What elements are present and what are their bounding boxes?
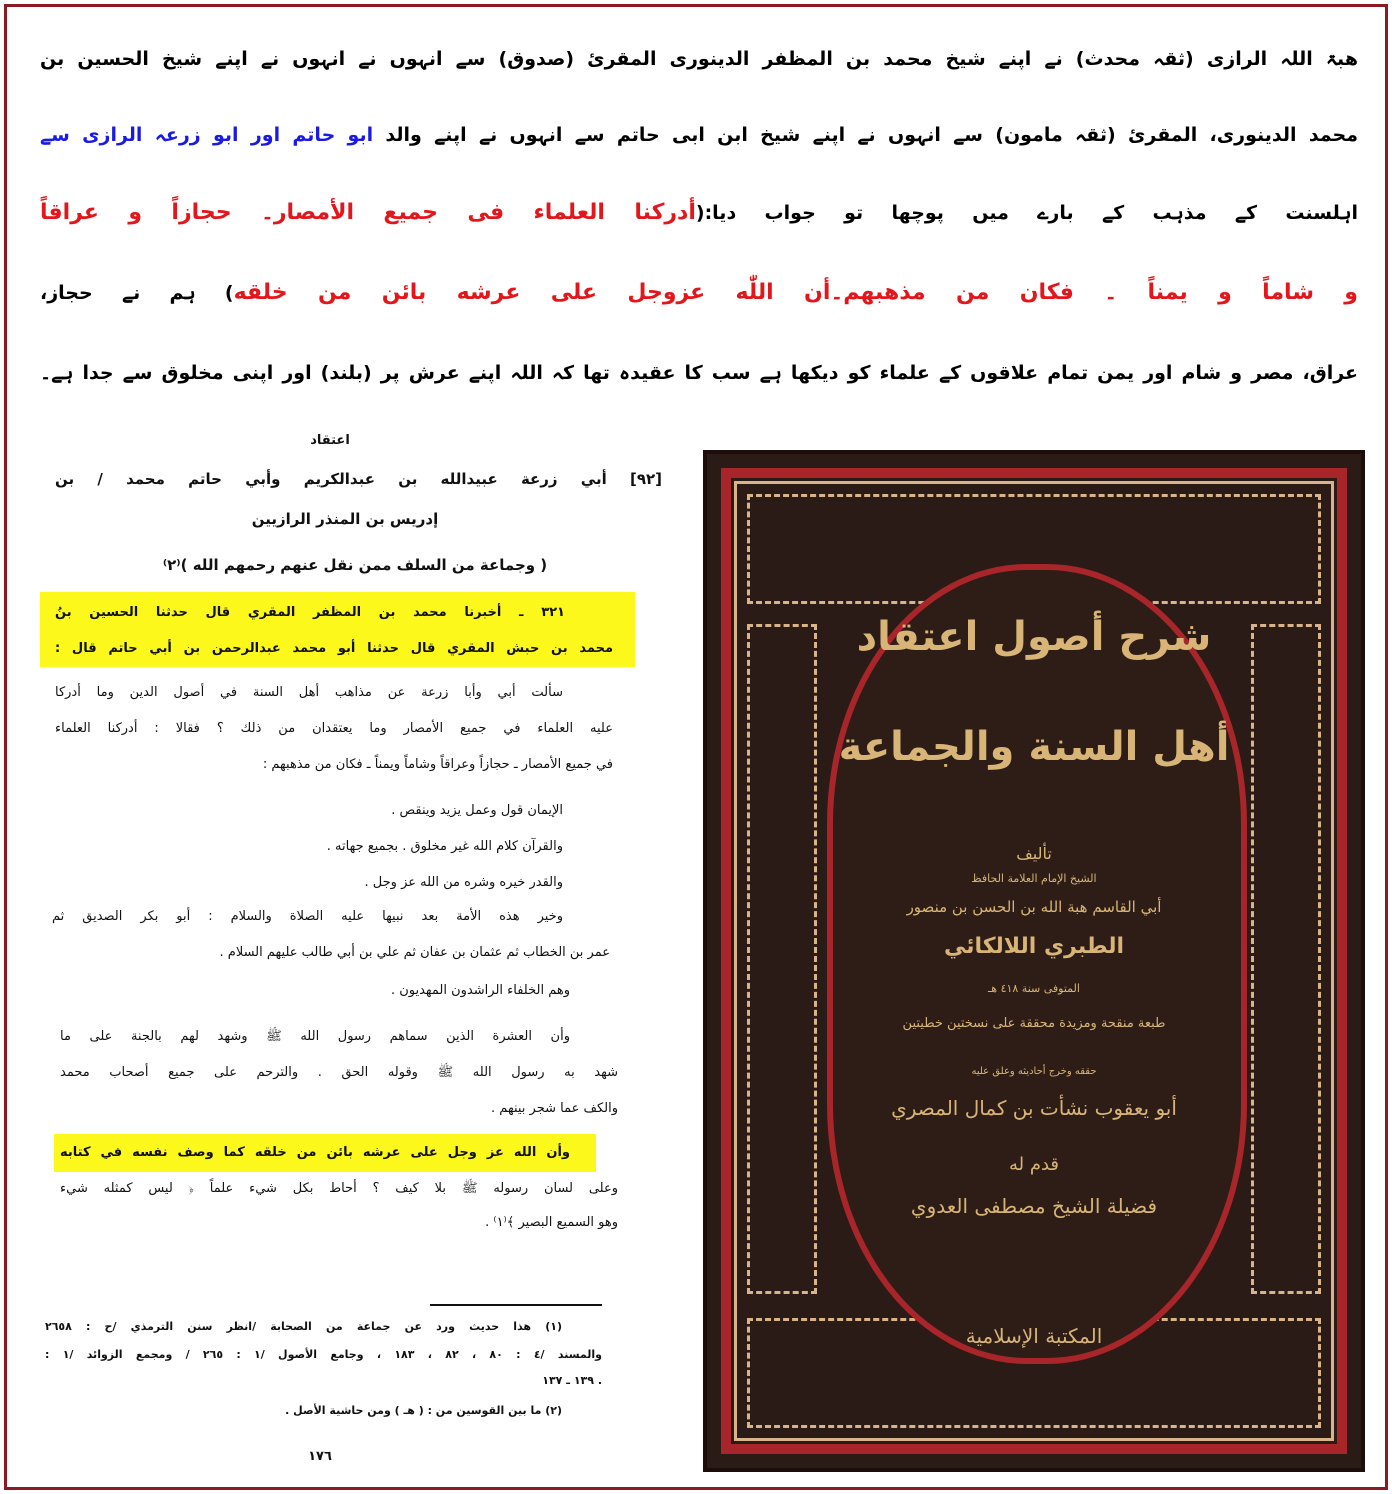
footnote-divider [430,1304,602,1306]
body-line: والكف عما شجر بينهم . [491,1101,618,1116]
body-line: شهد به رسول الله ﷺ وقوله الحق . والترحم على جميع أصحاب محمد [60,1065,618,1080]
body-line: وخير هذه الأمة بعد نبيها عليه الصلاة والسلام : أبو بكر الصديق ثم [52,909,563,924]
cover-editor-label: حققه وخرج أحاديثه وعلق عليه [971,1066,1097,1077]
body-line: في جميع الأمصار ـ حجازاً وعراقاً وشاماً ويمناً ـ فكان من مذهبهم : [262,757,613,772]
body-line: عمر بن الخطاب ثم عثمان بن عفان ثم علي بن أبي طالب عليهم السلام . [219,945,610,960]
urdu-blue-names: ابو حاتم اور ابو زرعہ الرازی سے [40,124,374,146]
urdu-line-1: ھبۃ اللہ الرازی (ثقہ محدث) نے اپنے شیخ محمد بن المظفر الدینوری المقرئ (صدوق) سے انہوں نے انہوں نے اپنے شیخ الحسین بن [40,48,1358,70]
body-line: وهم الخلفاء الراشدون المهديون . [390,983,570,998]
body-line: والقرآن كلام الله غير مخلوق . بجميع جهاته . [326,839,563,854]
body-line: سألت أبي وأبا زرعة عن مذاهب أهل السنة في أصول الدين وما أدركا [55,685,563,700]
body-line: والقدر خيره وشره من الله عز وجل . [364,875,563,890]
body-line: الإيمان قول وعمل يزيد وينقص . [391,803,563,818]
footnote: والمسند /٤ : ٨٠ ، ٨٢ ، ١٨٣ ، وجامع الأصول /١ : ٢٦٥ / ومجمع الزوائد /١ : [45,1348,602,1361]
cover-honorific: الشيخ الإمام العلامة الحافظ [971,872,1097,885]
body-line: وعلى لسان رسوله ﷺ بلا كيف ؟ أحاط بكل شيء علماً ﴿ ليس كمثله شيء [60,1181,618,1196]
urdu-text: محمد الدینوری، المقرئ (ثقہ مامون) سے انہوں نے اپنے شیخ ابن ابی حاتم سے انہوں نے اپنے والد [385,124,1358,146]
footnote: (١) هذا حديث ورد عن جماعة من الصحابة /انظر سنن الترمذي /ح : ٢٦٥٨ [45,1320,562,1333]
urdu-line-2 [40,118,1358,152]
cover-edition: طبعة منقحة ومزيدة محققة على نسختين خطيتين [902,1016,1166,1031]
body-line: عليه العلماء في جميع الأمصار وما يعتقدان من ذلك ؟ فقالا : أدركنا العلماء [55,721,613,736]
cover-author-2: الطبري اللالكائي [943,934,1125,959]
section-title-3: ( وجماعة من السلف ممن نقل عنهم رحمهم الله )⁽٢⁾ [162,556,548,574]
isnad-line-2: محمد بن حبش المقري قال حدثنا أبو محمد عبدالرحمن بن أبي حاتم قال : [55,641,613,656]
cover-medallion [827,564,1247,1364]
urdu-line-4 [40,276,1358,310]
cover-publisher: المكتبة الإسلامية [965,1324,1103,1348]
cover-editor: أبو يعقوب نشأت بن كمال المصري [891,1096,1177,1120]
cover-died: المتوفى سنة ٤١٨ هـ [988,982,1080,995]
arabic-quote-red: و شاماً و يمناً ۔ فكان من مذهبهم۔أن اللّٰه عزوجل على عرشه بائن من خلقه [233,280,1358,305]
isnad-line-1: ٣٢١ ـ أخبرنا محمد بن المظفر المقري قال حدثنا الحسين بنُ [55,605,565,620]
book-cover-image [703,450,1365,1472]
cover-intro: فضيلة الشيخ مصطفى العدوي [910,1194,1158,1218]
urdu-line-3 [40,196,1358,230]
highlight-line: وأن الله عز وجل على عرشه بائن من خلقه كما وصف نفسه في كتابه [60,1145,570,1160]
footnote: . ١٣٩ ـ ١٣٧ [542,1374,602,1387]
body-line: وأن العشرة الذين سماهم رسول الله ﷺ وشهد لهم بالجنة على ما [60,1029,570,1044]
page-heading: اعتقاد [310,433,350,448]
cover-author: أبي القاسم هبة الله بن الحسن بن منصور [906,898,1162,916]
cover-intro-label: قدم له [1008,1154,1060,1175]
urdu-line-5: عراق، مصر و شام اور یمن تمام علاقوں کے علماء کو دیکھا ہے سب کا عقیدہ تھا کہ اللہ اپنے عرش پر (بلند) اور اپنی مخلوق سے جدا ہے۔ [40,362,1358,384]
urdu-text: ) ہم نے حجاز، [40,282,234,304]
cover-title-1: شرح أصول اعتقاد [856,614,1212,660]
page-number: ١٧٦ [308,1449,332,1464]
arabic-quote-red: أدركنا العلماء فى جميع الأمصار۔ حجازاً و عراقاً [40,200,696,225]
section-title-2: إدريس بن المنذر الرازيين [251,510,439,528]
section-title: [٩٢] أبي زرعة عبيدالله بن عبدالكريم وأبي حاتم محمد / بن [55,470,662,488]
footnote: (٢) ما بين القوسين من : ( هـ ) ومن حاشية الأصل . [285,1404,562,1417]
cover-title-2: أهل السنة والجماعة [838,724,1230,770]
body-line: وهو السميع البصير ﴾⁽١⁾ . [485,1215,618,1230]
cover-by: تأليف [1016,844,1052,863]
urdu-text: اہلسنت کے مذہب کے بارے میں پوچھا تو جواب دیا:( [695,202,1358,224]
